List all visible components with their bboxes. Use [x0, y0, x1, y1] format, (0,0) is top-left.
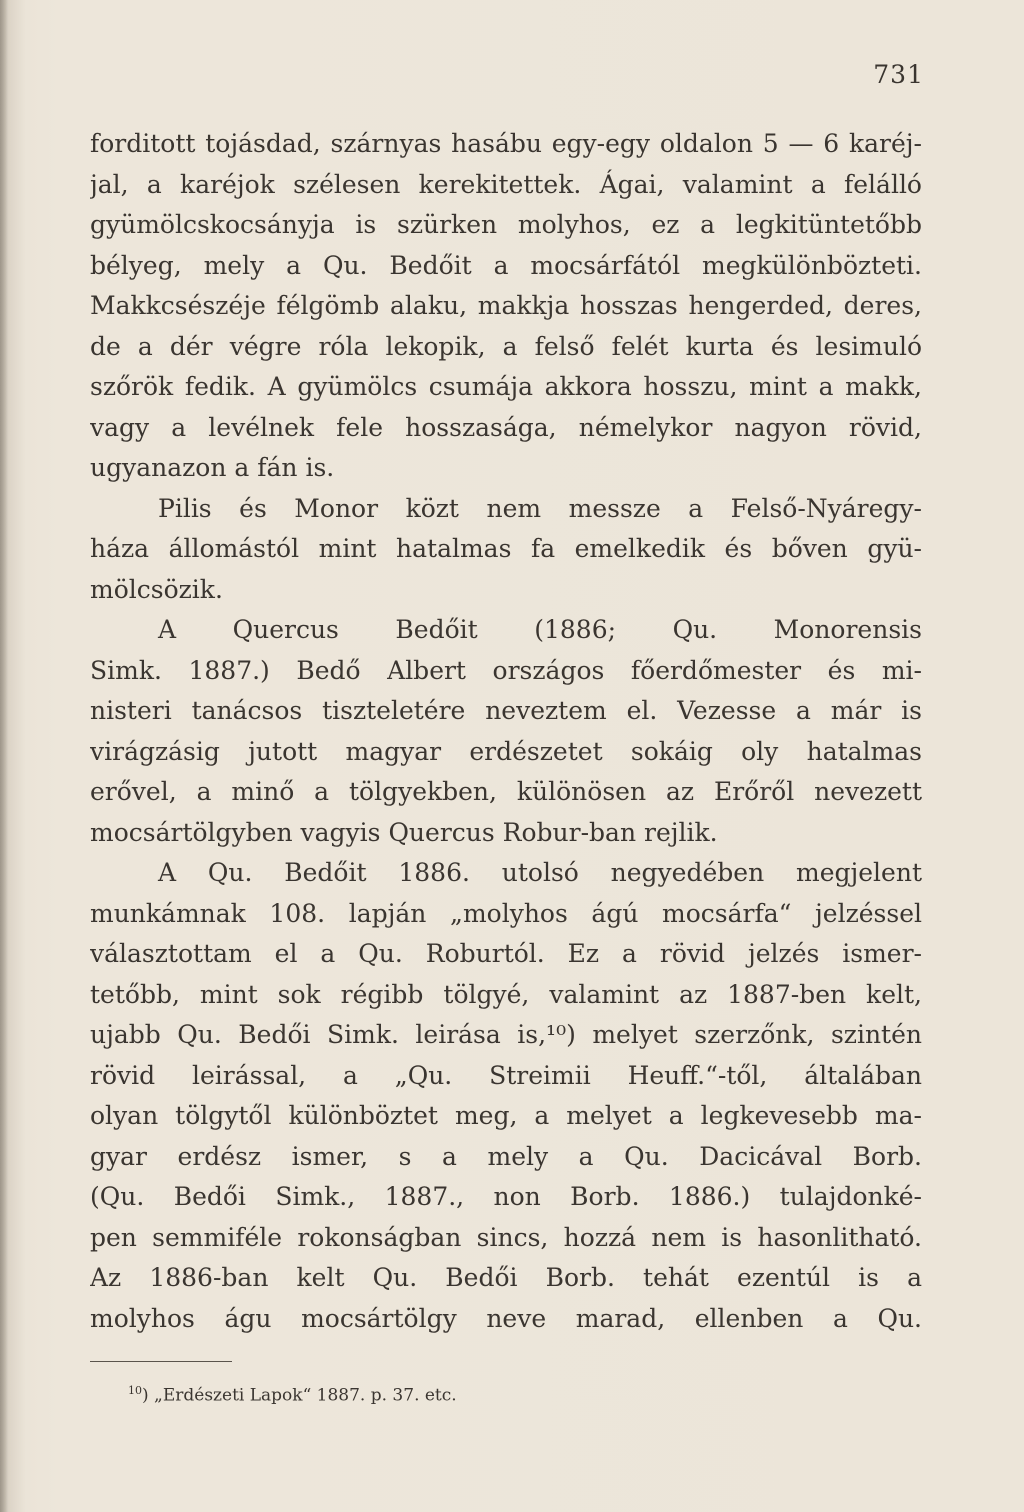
- text-line: munkámnak 108. lapján „molyhos ágú mocsárfa“ jelzéssel: [90, 898, 922, 928]
- text-line: nisteri tanácsos tiszteletére neveztem el. Vezesse a már is: [90, 696, 922, 725]
- text-line: szőrök fedik. A gyümölcs csumája akkora hosszu, mint a makk,: [90, 372, 922, 401]
- footnote-rule: [90, 1361, 232, 1362]
- text-line: háza állomástól mint hatalmas fa emelkedik és bőven gyü-: [90, 534, 922, 563]
- text-line: rövid leirással, a „Qu. Streimii Heuff.“-től, általában: [90, 1060, 922, 1090]
- text-line: ugyanazon a fán is.: [90, 453, 335, 482]
- body-text: [90, 124, 922, 1339]
- text-line: erővel, a minő a tölgyekben, különösen az Erőről nevezett: [90, 777, 922, 806]
- text-line: Makkcsészéje félgömb alaku, makkja hosszas hengerded, deres,: [90, 291, 922, 320]
- text-line: pen semmiféle rokonságban sincs, hozzá nem is hasonlitható.: [90, 1222, 922, 1252]
- text-line: olyan tölgytől különböztet meg, a melyet a legkevesebb ma-: [90, 1101, 922, 1130]
- text-line: molyhos águ mocsártölgy neve marad, ellenben a Qu.: [90, 1303, 922, 1333]
- text-line: mocsártölgyben vagyis Quercus Robur-ban rejlik.: [90, 817, 718, 847]
- text-line: gyar erdész ismer, s a mely a Qu. Dacicával Borb.: [90, 1141, 922, 1171]
- text-line: forditott tojásdad, szárnyas hasábu egy-egy oldalon 5 — 6 karéj-: [90, 129, 922, 158]
- text-line: választottam el a Qu. Roburtól. Ez a rövid jelzés ismer-: [90, 939, 922, 968]
- text-line: de a dér végre róla lekopik, a felső felét kurta és lesimuló: [90, 331, 922, 361]
- footnote: [128, 1384, 457, 1406]
- footnote-marker: 10: [128, 1384, 142, 1397]
- text-line: Simk. 1887.) Bedő Albert országos főerdőmester és mi-: [90, 655, 922, 685]
- text-line: bélyeg, mely a Qu. Bedőit a mocsárfától megkülönbözteti.: [90, 250, 922, 280]
- gutter-shadow: [0, 0, 8, 1512]
- text-line: virágzásig jutott magyar erdészetet sokáig oly hatalmas: [90, 736, 922, 766]
- text-line: jal, a karéjok szélesen kerekitettek. Ágai, valamint a felálló: [90, 169, 922, 199]
- text-line: (Qu. Bedői Simk., 1887., non Borb. 1886.) tulajdonké-: [90, 1182, 922, 1211]
- page-number: 731: [873, 60, 924, 89]
- text-line: Pilis és Monor közt nem messze a Felső-Nyáregy-: [158, 493, 922, 523]
- text-line: Az 1886-ban kelt Qu. Bedői Borb. tehát ezentúl is a: [90, 1263, 922, 1292]
- footnote-text: ) „Erdészeti Lapok“ 1887. p. 37. etc.: [142, 1385, 457, 1406]
- text-line: vagy a levélnek fele hosszasága, némelykor nagyon rövid,: [90, 412, 922, 442]
- text-line: A Qu. Bedőit 1886. utolsó negyedében megjelent: [158, 858, 922, 887]
- text-line: mölcsözik.: [90, 574, 223, 604]
- text-line: A Quercus Bedőit (1886; Qu. Monorensis: [158, 615, 922, 644]
- text-line: ujabb Qu. Bedői Simk. leirása is,¹⁰) melyet szerzőnk, szintén: [90, 1020, 922, 1049]
- text-line: gyümölcskocsányja is szürken molyhos, ez a legkitüntetőbb: [90, 210, 922, 239]
- text-line: tetőbb, mint sok régibb tölgyé, valamint az 1887-ben kelt,: [90, 979, 922, 1009]
